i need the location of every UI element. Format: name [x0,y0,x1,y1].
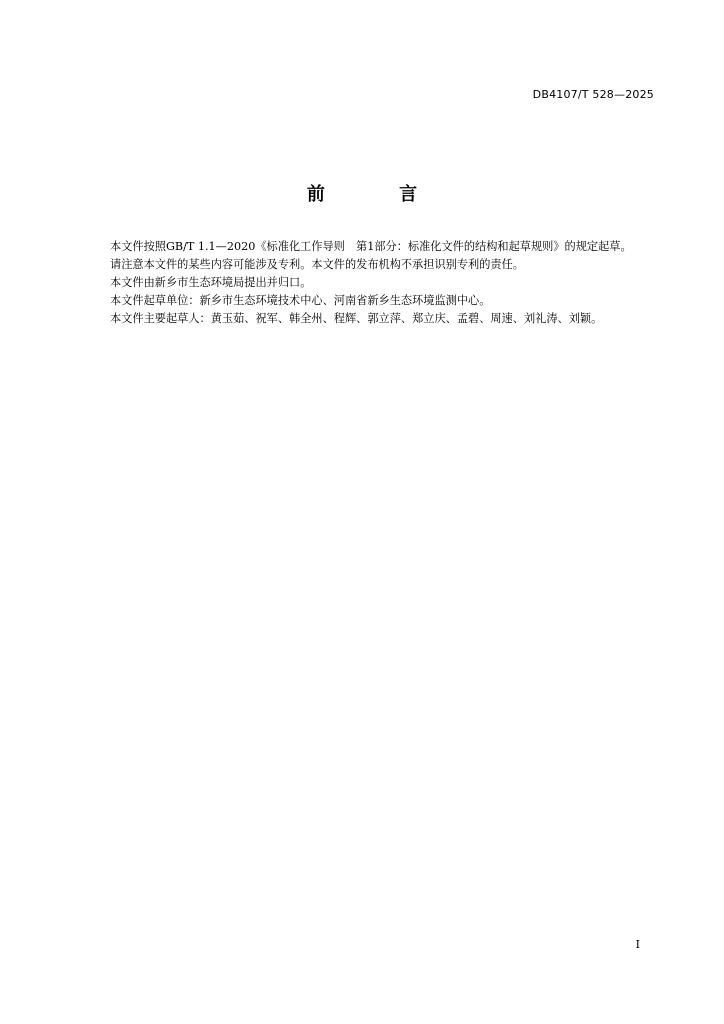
document-code: DB4107/T 528—2025 [532,88,654,101]
paragraph-drafting-units: 本文件起草单位：新乡市生态环境技术中心、河南省新乡生态环境监测中心。 [110,294,491,307]
paragraph-patent-notice: 请注意本文件的某些内容可能涉及专利。本文件的发布机构不承担识别专利的责任。 [110,258,524,271]
paragraph-proposer: 本文件由新乡市生态环境局提出并归口。 [110,276,312,289]
paragraph-drafting-rules: 本文件按照GB/T 1.1—2020《标准化工作导则 第1部分：标准化文件的结构和起草规则》的规定起草。 [110,240,632,253]
paragraph-drafters: 本文件主要起草人：黄玉茹、祝军、韩全州、程辉、郭立萍、郑立庆、孟碧、周速、刘礼涛、刘颖。 [110,312,603,325]
page-number: I [635,938,640,951]
foreword-body [88,238,658,328]
section-title: 前 言 [306,184,452,205]
